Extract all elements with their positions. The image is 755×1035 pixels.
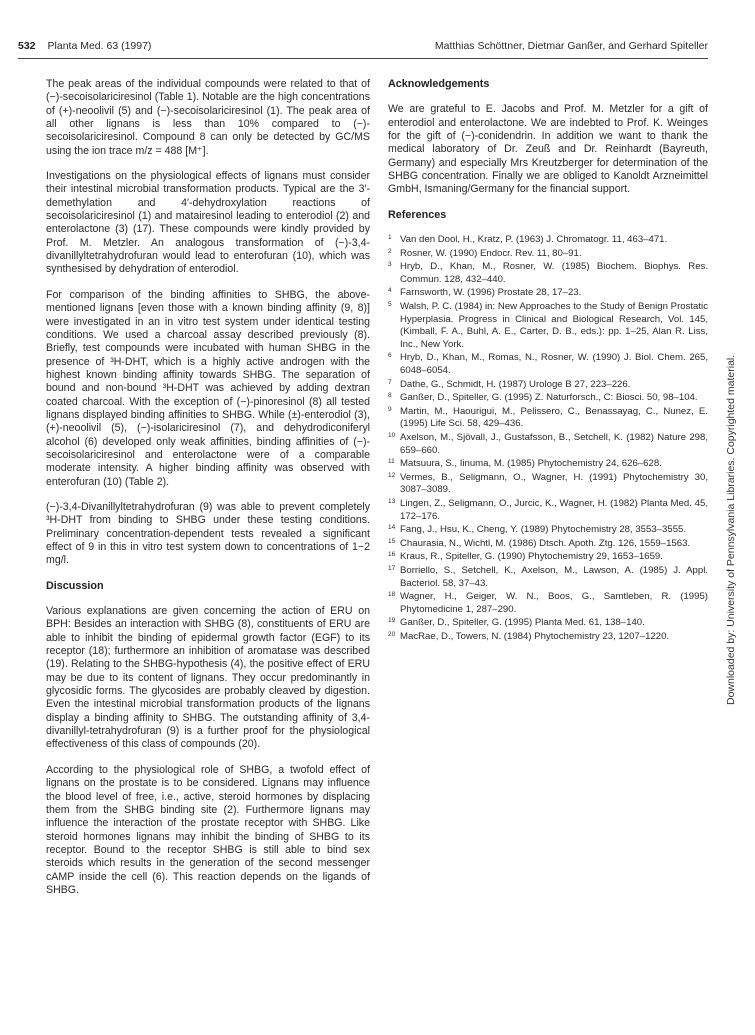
reference-item: [388, 472, 708, 497]
reference-item: [388, 524, 708, 537]
reference-item: [388, 498, 708, 523]
discussion-paragraph: According to the physiological role of SHBG, a twofold effect of lignans on the prostate is to be considered. Lignans may influence the blood level of free, i.e., active, steroid hormones by displacing them from the SHBG binding site (2). Furthermore lignans may influence the interaction of the prostate receptor with SHBG. Like steroid hormones lignans may inhibit the binding of SHBG to its receptor. Bound to the receptor SHBG is still able to bind sex steroids which results in the generation of the second messenger cAMP inside the cell (6). This reaction depends on the ligands of SHBG.: [46, 763, 370, 896]
reference-item: [388, 406, 708, 431]
reference-text: Kraus, R., Spiteller, G. (1990) Phytochemistry 29, 1653–1659.: [400, 551, 663, 563]
reference-text: Rosner, W. (1990) Endocr. Rev. 11, 80–91.: [400, 247, 582, 259]
reference-number: 10: [388, 432, 396, 439]
acknowledgements-text: We are grateful to E. Jacobs and Prof. M. Metzler for a gift of enterodiol and enterolactone. We are indebted to Prof. K. Weinges for the gift of (−)-conidendrin. In addition we want to thank the medical laboratory of Dr. Zeuß and Dr. Reinhardt (Bayreuth, Germany) and especially Mrs Kreutzberger for determination of the SHBG concentration. Finally we are obliged to Kanoldt Arzneimittel GmbH, Ismaning/Germany for the financial support.: [388, 103, 708, 196]
left-column: [46, 78, 370, 909]
reference-item: [388, 301, 708, 351]
reference-text: MacRae, D., Towers, N. (1984) Phytochemistry 23, 1207–1220.: [400, 630, 670, 642]
reference-text: Farnsworth, W. (1996) Prostate 28, 17–23.: [400, 287, 582, 299]
body-paragraph: Investigations on the physiological effects of lignans must consider their intestinal microbial transformation products. Typical are the 3′-demethylation and 4′-dehydroxylation reactions of secoisolariciresinol (1) and matairesinol leading to enterodiol (2) and enterolactone (3) (17). These compounds were kindly provided by Prof. M. Metzler. An analogous transformation of (−)-3,4-divanillyltetrahydrofuran would lead to enterofuran (10), which was synthesised by dehydration of enterodiol.: [46, 170, 370, 276]
reference-text: Fang, J., Hsu, K., Cheng, Y. (1989) Phytochemistry 28, 3553–3555.: [400, 524, 687, 536]
reference-item: [388, 631, 708, 644]
reference-number: 16: [388, 551, 396, 559]
reference-item: [388, 432, 708, 457]
reference-text: Lingen, Z., Seligmann, O., Jurcic, K., Wagner, H. (1982) Planta Med. 45, 172–176.: [400, 497, 708, 522]
reference-number: 4: [388, 287, 392, 295]
reference-item: [388, 565, 708, 590]
reference-number: 3: [388, 261, 392, 269]
page-header: [18, 40, 708, 58]
reference-item: [388, 591, 708, 616]
reference-text: Axelson, M., Sjövall, J., Gustafsson, B., Setchell, K. (1982) Nature 298, 659–660.: [400, 432, 708, 456]
reference-number: 8: [388, 392, 392, 400]
discussion-heading: Discussion: [46, 579, 104, 592]
reference-text: Ganßer, D., Spiteller, G. (1995) Z. Naturforsch., C: Biosci. 50, 98–104.: [400, 392, 698, 404]
reference-text: Wagner, H., Geiger, W. N., Boos, G., Samtleben, R. (1995) Phytomedicine 1, 287–290.: [400, 591, 708, 615]
reference-text: Chaurasia, N., Wichtl, M. (1986) Dtsch. Apoth. Ztg. 126, 1559–1563.: [400, 537, 691, 549]
header-left: [18, 40, 151, 52]
reference-number: 7: [388, 378, 392, 386]
reference-number: 20: [388, 630, 396, 638]
reference-text: Walsh, P. C. (1984) in: New Approaches to the Study of Benign Prostatic Hyperplasia. Progress in Clinical and Biological Research, Vol. 145, (Kimball, F. A., Buhl, A. E., Carter, D. B., eds.): pp. 1–25, Alan R. Liss, Inc., New York.: [400, 301, 708, 350]
reference-number: 9: [388, 405, 392, 413]
reference-number: 15: [388, 537, 396, 545]
reference-text: Vermes, B., Seligmann, O., Wagner, H. (1991) Phytochemistry 30, 3087–3089.: [400, 471, 708, 496]
reference-number: 17: [388, 564, 396, 572]
reference-text: Hryb, D., Khan, M., Romas, N., Rosner, W. (1990) J. Biol. Chem. 265, 6048–6054.: [400, 352, 708, 377]
reference-item: [388, 248, 708, 261]
body-paragraph: (−)-3,4-Divanillyltetrahydrofuran (9) was able to prevent completely ³H-DHT from binding to SHBG under these testing conditions. Preliminary concentration-dependent tests revealed a significant effect of 9 in this in vitro test system down to concentrations of 1−2 mg/l.: [46, 500, 370, 567]
reference-item: [388, 234, 708, 247]
right-column: [388, 78, 708, 645]
reference-item: [388, 352, 708, 377]
reference-number: 6: [388, 352, 392, 360]
reference-item: [388, 379, 708, 392]
reference-item: [388, 287, 708, 300]
reference-number: 11: [388, 458, 395, 466]
reference-number: 19: [388, 617, 396, 625]
reference-number: 14: [388, 524, 396, 532]
reference-item: [388, 617, 708, 630]
acknowledgements-heading: Acknowledgements: [388, 78, 490, 90]
reference-number: 2: [388, 247, 392, 255]
reference-number: 5: [388, 301, 392, 309]
discussion-paragraph: Various explanations are given concerning the action of ERU on BPH: Besides an interaction with SHBG (8), constituents of ERU are able to inhibit the binding of epidermal growth factor (EGF) to its receptor (18); furthermore an inhibition of aromatase was described (19). Relating to the SHBG-hypothesis (4), the positive effect of ERU may be due to its content of lignans. They occur predominantly in glycosidic forms. The glycosides are probably cleaved by digestion. Even the intestinal microbial transformation products of the lignans display a binding affinity to SHBG. The outstanding affinity of 3,4-divanillyl-tetrahydrofuran (9) is a further proof for the physiological effectiveness of this class of compounds (20).: [46, 605, 370, 751]
journal-citation: Planta Med. 63 (1997): [47, 40, 152, 52]
reference-text: Hryb, D., Khan, M., Rosner, W. (1985) Biochem. Biophys. Res. Commun. 128, 432–440.: [400, 261, 708, 285]
reference-item: [388, 392, 708, 405]
header-authors: Matthias Schöttner, Dietmar Ganßer, and Gerhard Spiteller: [434, 40, 708, 52]
reference-text: Matsuura, S., Iinuma, M. (1985) Phytochemistry 24, 626–628.: [400, 458, 662, 470]
reference-item: [388, 261, 708, 286]
body-paragraph: For comparison of the binding affinities to SHBG, the above-mentioned lignans [even those with a known binding affinity (9, 8)] were investigated in an in vitro test system under identical testing conditions. We used a charcoal assay described previously (8). Briefly, test compounds were incubated with human SHBG in the presence of ³H-DHT, which is a highly active androgen with the highest known binding affinity towards SHBG. The separation of bound and non-bound ³H-DHT was achieved by adding dextran coated charcoal. With the exception of (−)-pinoresinol (8) all tested lignans displayed binding affinities to SHBG. While (±)-enterodiol (3), (+)-neoolivil (5), (−)-isolariciresinol (7), and dehydrodiconiferyl alcohol (6) developed only weak affinities, binding affinities of (−)-secoisolariciresinol and enterolactone were of a comparable moderate intensity. A higher binding affinity was observed with enterofuran (10) (Table 2).: [46, 288, 370, 488]
reference-item: [388, 551, 708, 564]
reference-number: 18: [388, 591, 396, 599]
reference-number: 1: [388, 234, 392, 242]
references-heading: References: [388, 208, 447, 221]
body-paragraph: The peak areas of the individual compounds were related to that of (−)-secoisolariciresinol (Table 1). Notable are the high concentrations of (+)-neoolivil (5) and (−)-secoisolariciresinol (1). The peak area of all other lignans is less than 10% compared to (−)-secoisolariciresinol. Compound 8 can only be detected by GC/MS using the ion trace m/z = 488 [M⁺].: [46, 78, 370, 157]
reference-list: [388, 234, 708, 643]
reference-number: 13: [388, 497, 396, 505]
reference-text: Dathe, G., Schmidt, H. (1987) Urologe B 27, 223–226.: [400, 378, 631, 390]
reference-text: Borriello, S., Setchell, K., Axelson, M., Lawson, A. (1985) J. Appl. Bacteriol. 58, 37–43.: [400, 564, 708, 589]
reference-item: [388, 458, 708, 471]
reference-text: Martin, M., Haourigui, M., Pelissero, C., Benassayag, C., Nunez, E. (1995) Life Sci. 58, 429–436.: [400, 405, 708, 430]
header-rule: [18, 58, 708, 59]
reference-item: [388, 538, 708, 551]
reference-number: 12: [388, 471, 396, 479]
reference-text: Van den Dool, H., Kratz, P. (1963) J. Chromatogr. 11, 463–471.: [400, 234, 668, 246]
reference-text: Ganßer, D., Spiteller, G. (1995) Planta Med. 61, 138–140.: [400, 617, 645, 629]
download-notice: Downloaded by: University of Pennsylvania Libraries. Copyrighted material.: [725, 354, 737, 705]
page-number: 532: [18, 40, 36, 52]
